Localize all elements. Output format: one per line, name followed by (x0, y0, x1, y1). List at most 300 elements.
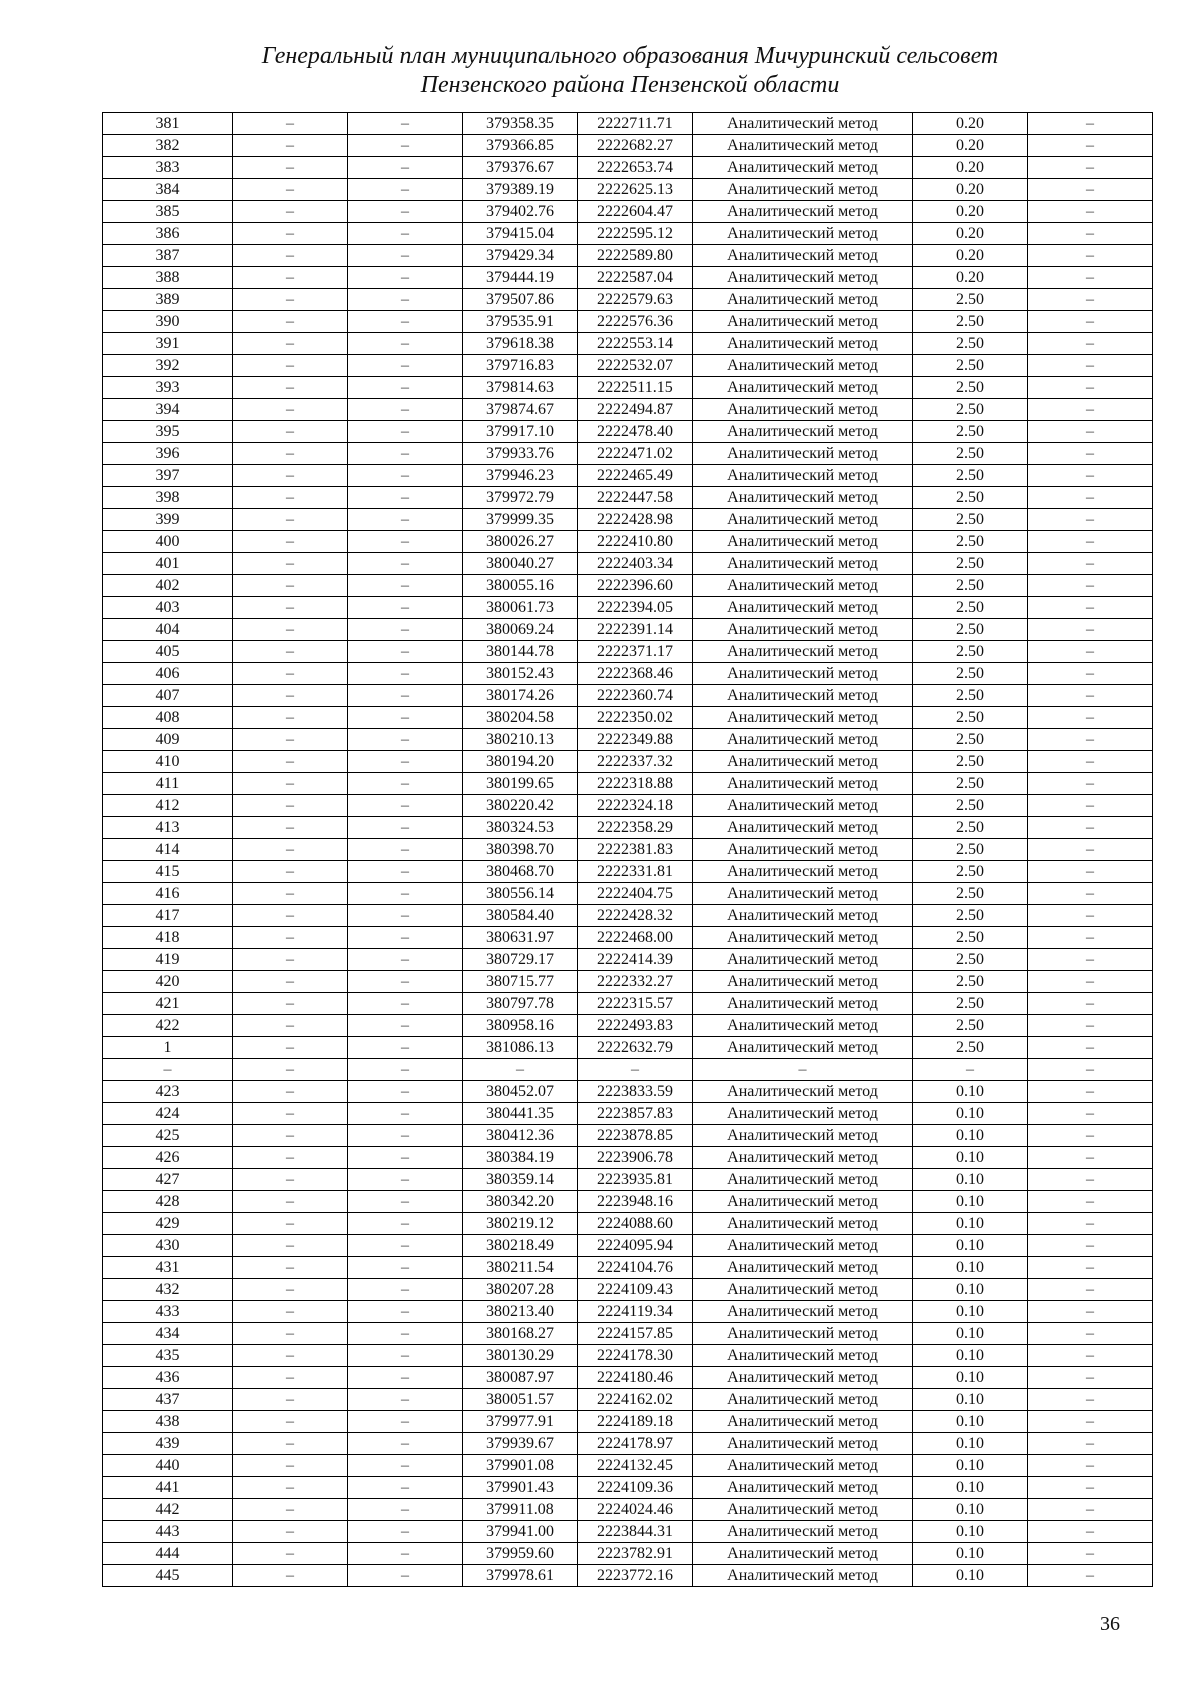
coordinates-table-body (103, 113, 1153, 1587)
table-row (103, 707, 1153, 729)
cell-y-coordinate: 2223948.16 (578, 1191, 693, 1213)
cell-accuracy: 2.50 (913, 861, 1028, 883)
cell-col-2: – (233, 113, 348, 135)
cell-x-coordinate: 380051.57 (463, 1389, 578, 1411)
table-row (103, 1015, 1153, 1037)
table-row (103, 1169, 1153, 1191)
cell-col-2: – (233, 575, 348, 597)
table-row (103, 1455, 1153, 1477)
cell-point-number: 423 (103, 1081, 233, 1103)
cell-method: Аналитический метод (693, 1081, 913, 1103)
cell-col-2: – (233, 773, 348, 795)
cell-col-3: – (348, 1367, 463, 1389)
cell-col-2: – (233, 795, 348, 817)
cell-method: Аналитический метод (693, 531, 913, 553)
cell-col-2: – (233, 1235, 348, 1257)
cell-x-coordinate: 379972.79 (463, 487, 578, 509)
cell-method: Аналитический метод (693, 949, 913, 971)
cell-point-number: 390 (103, 311, 233, 333)
cell-method: Аналитический метод (693, 1191, 913, 1213)
cell-col-8: – (1028, 1147, 1153, 1169)
cell-col-3: – (348, 839, 463, 861)
cell-col-8: – (1028, 663, 1153, 685)
cell-method: Аналитический метод (693, 1235, 913, 1257)
cell-method: Аналитический метод (693, 157, 913, 179)
cell-x-coordinate: 380210.13 (463, 729, 578, 751)
table-row (103, 289, 1153, 311)
cell-y-coordinate: 2222332.27 (578, 971, 693, 993)
cell-x-coordinate: 380384.19 (463, 1147, 578, 1169)
cell-x-coordinate: 380584.40 (463, 905, 578, 927)
cell-point-number: 385 (103, 201, 233, 223)
cell-accuracy: 0.20 (913, 157, 1028, 179)
cell-col-3: – (348, 1257, 463, 1279)
cell-x-coordinate: 380359.14 (463, 1169, 578, 1191)
cell-x-coordinate: 380174.26 (463, 685, 578, 707)
cell-col-3: – (348, 399, 463, 421)
cell-col-3: – (348, 1389, 463, 1411)
cell-x-coordinate: 380958.16 (463, 1015, 578, 1037)
cell-accuracy: 2.50 (913, 465, 1028, 487)
cell-accuracy: 0.10 (913, 1235, 1028, 1257)
cell-point-number: 383 (103, 157, 233, 179)
cell-col-3: – (348, 1037, 463, 1059)
cell-accuracy: 2.50 (913, 311, 1028, 333)
cell-y-coordinate: 2224189.18 (578, 1411, 693, 1433)
cell-col-3: – (348, 1521, 463, 1543)
cell-accuracy: 2.50 (913, 707, 1028, 729)
cell-y-coordinate: 2222589.80 (578, 245, 693, 267)
cell-accuracy: 0.10 (913, 1125, 1028, 1147)
cell-col-8: – (1028, 1301, 1153, 1323)
cell-accuracy: 2.50 (913, 597, 1028, 619)
cell-point-number: 425 (103, 1125, 233, 1147)
cell-method: Аналитический метод (693, 1433, 913, 1455)
cell-accuracy: 0.10 (913, 1301, 1028, 1323)
table-row (103, 883, 1153, 905)
cell-y-coordinate: 2224088.60 (578, 1213, 693, 1235)
cell-point-number: 427 (103, 1169, 233, 1191)
table-row (103, 685, 1153, 707)
cell-method: Аналитический метод (693, 1301, 913, 1323)
cell-point-number: 1 (103, 1037, 233, 1059)
cell-method: Аналитический метод (693, 663, 913, 685)
cell-col-3: – (348, 971, 463, 993)
cell-y-coordinate: 2224132.45 (578, 1455, 693, 1477)
cell-accuracy: 2.50 (913, 531, 1028, 553)
cell-method: Аналитический метод (693, 1103, 913, 1125)
cell-y-coordinate: 2222428.32 (578, 905, 693, 927)
cell-method: Аналитический метод (693, 597, 913, 619)
table-row (103, 751, 1153, 773)
cell-accuracy: 2.50 (913, 377, 1028, 399)
cell-col-2: – (233, 1367, 348, 1389)
cell-method: Аналитический метод (693, 377, 913, 399)
cell-x-coordinate: 380144.78 (463, 641, 578, 663)
cell-point-number: 422 (103, 1015, 233, 1037)
cell-col-2: – (233, 1169, 348, 1191)
cell-point-number: 418 (103, 927, 233, 949)
table-row (103, 1235, 1153, 1257)
cell-y-coordinate: 2224157.85 (578, 1323, 693, 1345)
cell-point-number: 396 (103, 443, 233, 465)
table-row (103, 509, 1153, 531)
cell-col-8: – (1028, 1345, 1153, 1367)
table-row (103, 377, 1153, 399)
cell-accuracy: 0.10 (913, 1543, 1028, 1565)
header-title-line-2: Пензенского района Пензенской области (420, 72, 840, 98)
cell-accuracy: 0.10 (913, 1257, 1028, 1279)
cell-accuracy: 2.50 (913, 751, 1028, 773)
cell-accuracy: 0.20 (913, 135, 1028, 157)
cell-y-coordinate: 2223782.91 (578, 1543, 693, 1565)
cell-col-3: – (348, 1477, 463, 1499)
cell-method: Аналитический метод (693, 333, 913, 355)
cell-method: Аналитический метод (693, 1169, 913, 1191)
cell-col-3: – (348, 729, 463, 751)
cell-point-number: 394 (103, 399, 233, 421)
cell-y-coordinate: 2222349.88 (578, 729, 693, 751)
cell-method: Аналитический метод (693, 1037, 913, 1059)
cell-col-8: – (1028, 333, 1153, 355)
cell-point-number: 415 (103, 861, 233, 883)
cell-method: – (693, 1059, 913, 1081)
cell-col-2: – (233, 377, 348, 399)
cell-col-8: – (1028, 355, 1153, 377)
cell-col-8: – (1028, 1565, 1153, 1587)
cell-col-2: – (233, 1389, 348, 1411)
cell-point-number: 408 (103, 707, 233, 729)
table-row (103, 201, 1153, 223)
cell-x-coordinate: 380026.27 (463, 531, 578, 553)
table-row (103, 157, 1153, 179)
table-row (103, 443, 1153, 465)
table-row (103, 861, 1153, 883)
cell-method: Аналитический метод (693, 1565, 913, 1587)
cell-col-3: – (348, 267, 463, 289)
cell-col-3: – (348, 531, 463, 553)
cell-y-coordinate: 2222337.32 (578, 751, 693, 773)
cell-accuracy: 0.20 (913, 201, 1028, 223)
cell-col-3: – (348, 619, 463, 641)
cell-col-8: – (1028, 1389, 1153, 1411)
page-header (0, 42, 1200, 100)
cell-col-8: – (1028, 1521, 1153, 1543)
cell-method: Аналитический метод (693, 707, 913, 729)
cell-x-coordinate: 379716.83 (463, 355, 578, 377)
cell-col-3: – (348, 883, 463, 905)
cell-col-3: – (348, 1411, 463, 1433)
cell-point-number: 444 (103, 1543, 233, 1565)
cell-x-coordinate: 379911.08 (463, 1499, 578, 1521)
table-row (103, 333, 1153, 355)
cell-accuracy: 2.50 (913, 905, 1028, 927)
table-row (103, 663, 1153, 685)
cell-col-8: – (1028, 1411, 1153, 1433)
cell-col-2: – (233, 311, 348, 333)
cell-col-2: – (233, 597, 348, 619)
coordinates-table (102, 112, 1153, 1587)
cell-col-2: – (233, 509, 348, 531)
cell-col-8: – (1028, 1323, 1153, 1345)
cell-y-coordinate: 2222494.87 (578, 399, 693, 421)
cell-y-coordinate: 2223935.81 (578, 1169, 693, 1191)
cell-accuracy: 2.50 (913, 795, 1028, 817)
cell-col-2: – (233, 949, 348, 971)
cell-col-2: – (233, 1301, 348, 1323)
cell-col-2: – (233, 1345, 348, 1367)
cell-col-3: – (348, 157, 463, 179)
cell-col-2: – (233, 245, 348, 267)
cell-col-2: – (233, 927, 348, 949)
cell-accuracy: 2.50 (913, 663, 1028, 685)
cell-col-8: – (1028, 773, 1153, 795)
cell-x-coordinate: 379999.35 (463, 509, 578, 531)
table-row (103, 1125, 1153, 1147)
cell-accuracy: 2.50 (913, 443, 1028, 465)
cell-method: Аналитический метод (693, 773, 913, 795)
cell-point-number: 432 (103, 1279, 233, 1301)
cell-y-coordinate: 2224178.30 (578, 1345, 693, 1367)
cell-point-number: 413 (103, 817, 233, 839)
cell-method: Аналитический метод (693, 993, 913, 1015)
cell-point-number: 441 (103, 1477, 233, 1499)
cell-point-number: 433 (103, 1301, 233, 1323)
cell-method: Аналитический метод (693, 641, 913, 663)
cell-col-2: – (233, 487, 348, 509)
cell-y-coordinate: 2224178.97 (578, 1433, 693, 1455)
cell-accuracy: 0.10 (913, 1477, 1028, 1499)
cell-col-8: – (1028, 729, 1153, 751)
table-row (103, 795, 1153, 817)
cell-accuracy: 2.50 (913, 575, 1028, 597)
cell-point-number: 398 (103, 487, 233, 509)
cell-col-8: – (1028, 509, 1153, 531)
cell-col-3: – (348, 113, 463, 135)
cell-col-2: – (233, 443, 348, 465)
cell-col-2: – (233, 707, 348, 729)
cell-y-coordinate: 2223844.31 (578, 1521, 693, 1543)
cell-col-2: – (233, 729, 348, 751)
cell-accuracy: 0.10 (913, 1103, 1028, 1125)
cell-point-number: 435 (103, 1345, 233, 1367)
cell-method: Аналитический метод (693, 1279, 913, 1301)
cell-col-8: – (1028, 135, 1153, 157)
cell-col-8: – (1028, 1103, 1153, 1125)
cell-col-3: – (348, 245, 463, 267)
cell-col-2: – (233, 883, 348, 905)
cell-col-8: – (1028, 949, 1153, 971)
cell-x-coordinate: 379507.86 (463, 289, 578, 311)
cell-col-8: – (1028, 1499, 1153, 1521)
cell-accuracy: 0.20 (913, 267, 1028, 289)
cell-col-3: – (348, 421, 463, 443)
table-row (103, 1389, 1153, 1411)
cell-point-number: 395 (103, 421, 233, 443)
cell-point-number: 411 (103, 773, 233, 795)
table-row (103, 1477, 1153, 1499)
cell-col-8: – (1028, 597, 1153, 619)
cell-y-coordinate: 2222595.12 (578, 223, 693, 245)
header-title-line-1: Генеральный план муниципального образования Мичуринский сельсовет (261, 43, 999, 69)
cell-col-8: – (1028, 971, 1153, 993)
cell-col-8: – (1028, 399, 1153, 421)
table-row (103, 597, 1153, 619)
cell-col-2: – (233, 663, 348, 685)
table-row (103, 839, 1153, 861)
cell-y-coordinate: 2222711.71 (578, 113, 693, 135)
cell-col-2: – (233, 751, 348, 773)
cell-x-coordinate: 380715.77 (463, 971, 578, 993)
cell-col-2: – (233, 1191, 348, 1213)
cell-col-2: – (233, 1433, 348, 1455)
cell-point-number: 436 (103, 1367, 233, 1389)
cell-y-coordinate: 2222465.49 (578, 465, 693, 487)
cell-method: Аналитический метод (693, 1521, 913, 1543)
cell-method: Аналитический метод (693, 685, 913, 707)
cell-x-coordinate: 380152.43 (463, 663, 578, 685)
cell-accuracy: 2.50 (913, 839, 1028, 861)
cell-col-8: – (1028, 245, 1153, 267)
cell-point-number: 429 (103, 1213, 233, 1235)
cell-point-number: 420 (103, 971, 233, 993)
cell-col-2: – (233, 1565, 348, 1587)
cell-col-2: – (233, 685, 348, 707)
cell-x-coordinate: 379959.60 (463, 1543, 578, 1565)
cell-x-coordinate: 380452.07 (463, 1081, 578, 1103)
cell-y-coordinate: 2222403.34 (578, 553, 693, 575)
cell-x-coordinate: 379444.19 (463, 267, 578, 289)
cell-col-8: – (1028, 113, 1153, 135)
cell-y-coordinate: 2224024.46 (578, 1499, 693, 1521)
cell-col-2: – (233, 1499, 348, 1521)
cell-point-number: 409 (103, 729, 233, 751)
cell-col-3: – (348, 1103, 463, 1125)
cell-x-coordinate: 380069.24 (463, 619, 578, 641)
cell-y-coordinate: 2224109.36 (578, 1477, 693, 1499)
cell-method: Аналитический метод (693, 289, 913, 311)
cell-col-8: – (1028, 465, 1153, 487)
cell-y-coordinate: 2224109.43 (578, 1279, 693, 1301)
cell-y-coordinate: 2224162.02 (578, 1389, 693, 1411)
table-row (103, 1543, 1153, 1565)
table-row (103, 1103, 1153, 1125)
cell-accuracy: 0.10 (913, 1213, 1028, 1235)
cell-y-coordinate: 2222350.02 (578, 707, 693, 729)
cell-col-2: – (233, 157, 348, 179)
cell-accuracy: 2.50 (913, 685, 1028, 707)
table-row (103, 1191, 1153, 1213)
cell-col-8: – (1028, 223, 1153, 245)
cell-method: Аналитический метод (693, 509, 913, 531)
cell-method: Аналитический метод (693, 267, 913, 289)
table-row (103, 553, 1153, 575)
cell-method: Аналитический метод (693, 1345, 913, 1367)
cell-method: Аналитический метод (693, 927, 913, 949)
cell-method: Аналитический метод (693, 839, 913, 861)
cell-col-3: – (348, 905, 463, 927)
cell-method: Аналитический метод (693, 1323, 913, 1345)
cell-method: Аналитический метод (693, 553, 913, 575)
cell-col-8: – (1028, 1081, 1153, 1103)
cell-x-coordinate: 380055.16 (463, 575, 578, 597)
cell-col-3: – (348, 1455, 463, 1477)
cell-col-3: – (348, 201, 463, 223)
cell-accuracy: 0.10 (913, 1081, 1028, 1103)
cell-col-8: – (1028, 1125, 1153, 1147)
cell-x-coordinate: 379946.23 (463, 465, 578, 487)
cell-method: Аналитический метод (693, 223, 913, 245)
cell-accuracy: 0.10 (913, 1455, 1028, 1477)
table-row (103, 245, 1153, 267)
cell-col-3: – (348, 1301, 463, 1323)
cell-point-number: 406 (103, 663, 233, 685)
cell-x-coordinate: 379358.35 (463, 113, 578, 135)
cell-point-number: 431 (103, 1257, 233, 1279)
table-row (103, 641, 1153, 663)
cell-col-3: – (348, 993, 463, 1015)
cell-col-8: – (1028, 289, 1153, 311)
cell-y-coordinate: 2222493.83 (578, 1015, 693, 1037)
cell-method: Аналитический метод (693, 795, 913, 817)
cell-x-coordinate: 381086.13 (463, 1037, 578, 1059)
cell-accuracy: 2.50 (913, 773, 1028, 795)
cell-accuracy: 2.50 (913, 971, 1028, 993)
cell-point-number: 387 (103, 245, 233, 267)
cell-y-coordinate: 2223906.78 (578, 1147, 693, 1169)
cell-accuracy: 2.50 (913, 619, 1028, 641)
cell-col-3: – (348, 1191, 463, 1213)
cell-col-2: – (233, 1323, 348, 1345)
cell-point-number: 416 (103, 883, 233, 905)
cell-col-8: – (1028, 1191, 1153, 1213)
cell-point-number: 428 (103, 1191, 233, 1213)
table-row (103, 1279, 1153, 1301)
cell-col-8: – (1028, 641, 1153, 663)
cell-point-number: 384 (103, 179, 233, 201)
cell-col-3: – (348, 817, 463, 839)
cell-accuracy: 0.10 (913, 1323, 1028, 1345)
cell-col-3: – (348, 377, 463, 399)
cell-col-8: – (1028, 553, 1153, 575)
cell-col-2: – (233, 1059, 348, 1081)
cell-y-coordinate: 2222447.58 (578, 487, 693, 509)
cell-col-2: – (233, 421, 348, 443)
cell-col-2: – (233, 1543, 348, 1565)
cell-y-coordinate: 2222404.75 (578, 883, 693, 905)
table-row (103, 487, 1153, 509)
cell-x-coordinate: 380342.20 (463, 1191, 578, 1213)
cell-x-coordinate: 379901.08 (463, 1455, 578, 1477)
cell-col-8: – (1028, 157, 1153, 179)
cell-x-coordinate: 379939.67 (463, 1433, 578, 1455)
cell-col-8: – (1028, 993, 1153, 1015)
cell-point-number: 424 (103, 1103, 233, 1125)
cell-x-coordinate: 380061.73 (463, 597, 578, 619)
cell-accuracy: 2.50 (913, 487, 1028, 509)
cell-accuracy: 2.50 (913, 949, 1028, 971)
cell-accuracy: 0.10 (913, 1169, 1028, 1191)
cell-x-coordinate: 380213.40 (463, 1301, 578, 1323)
cell-col-8: – (1028, 1279, 1153, 1301)
cell-col-3: – (348, 1059, 463, 1081)
cell-y-coordinate: 2222604.47 (578, 201, 693, 223)
cell-method: Аналитический метод (693, 355, 913, 377)
cell-col-8: – (1028, 751, 1153, 773)
cell-x-coordinate: 379535.91 (463, 311, 578, 333)
cell-col-8: – (1028, 311, 1153, 333)
cell-col-3: – (348, 1345, 463, 1367)
